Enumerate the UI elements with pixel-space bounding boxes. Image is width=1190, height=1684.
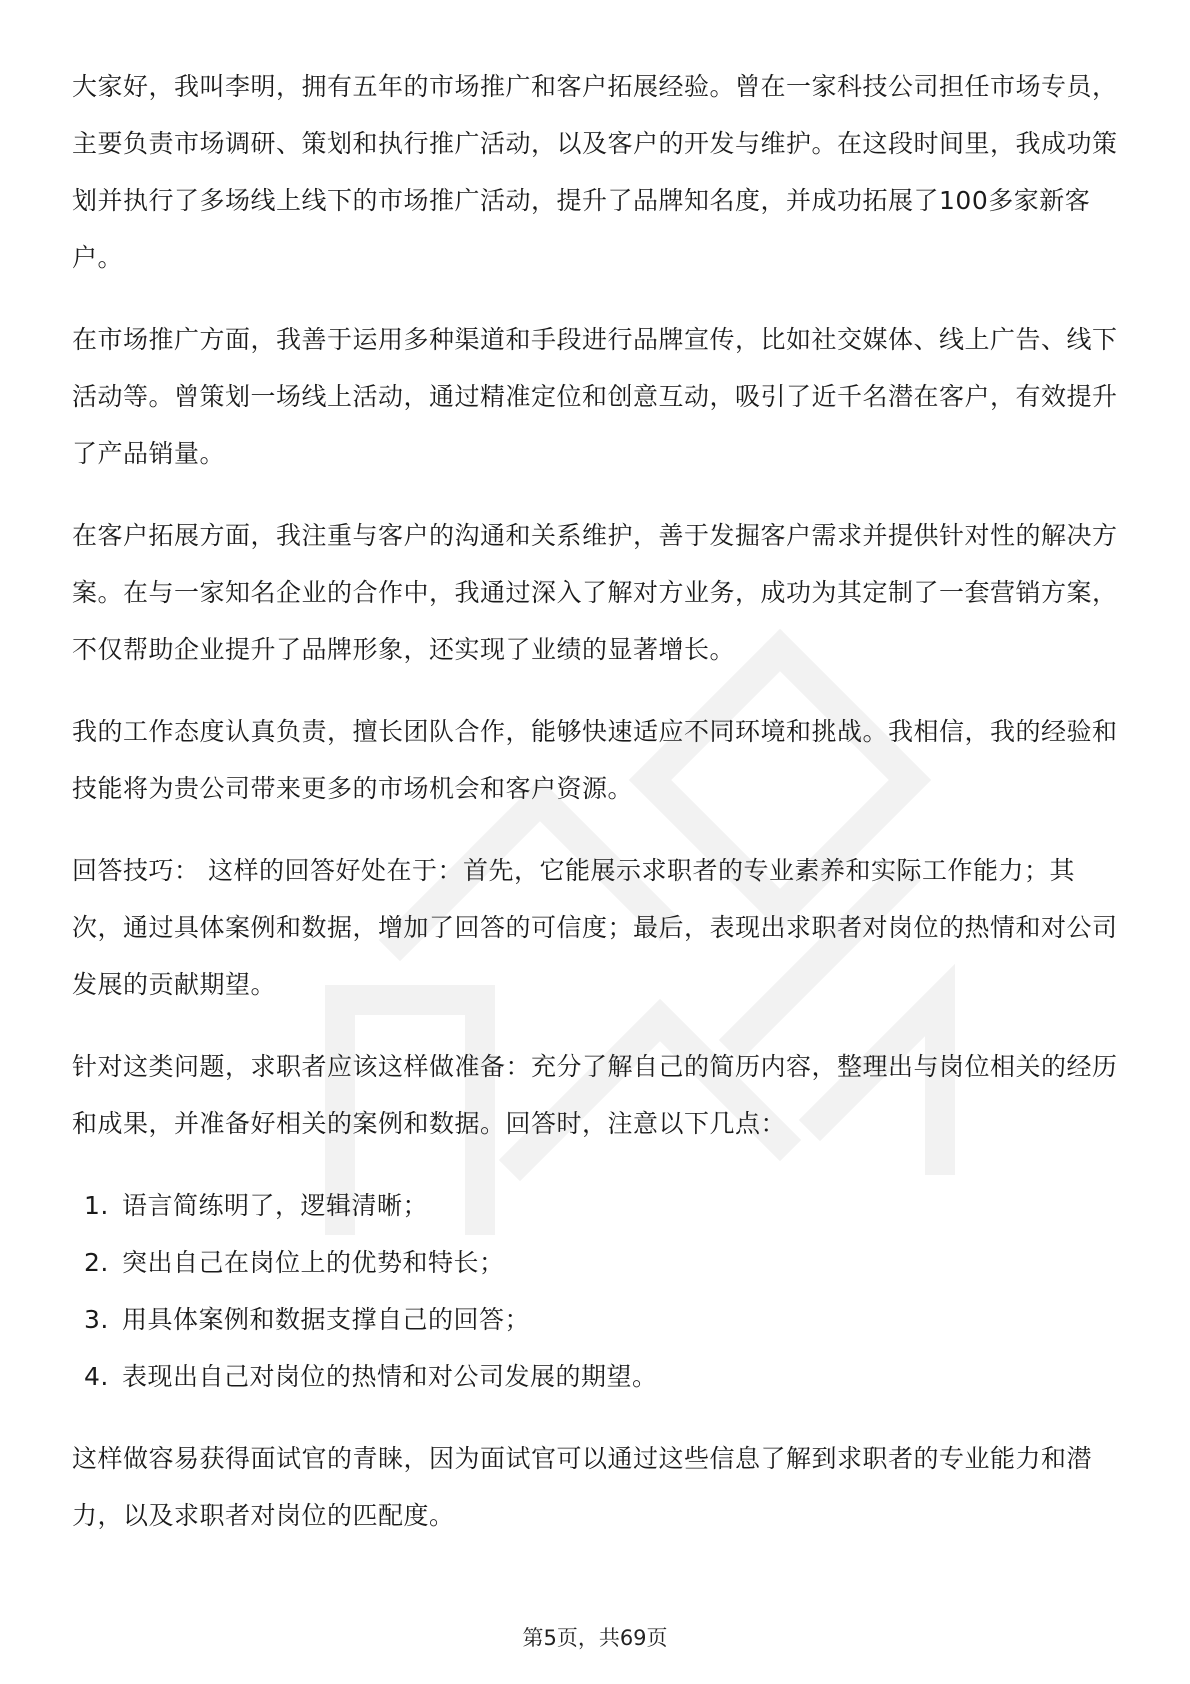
list-item-number: 3. bbox=[84, 1305, 109, 1334]
list-item-text: 语言简练明了，逻辑清晰； bbox=[122, 1191, 429, 1220]
paragraph-work-attitude: 我的工作态度认真负责，擅长团队合作，能够快速适应不同环境和挑战。我相信，我的经验和技能将为贵公司带来更多的市场机会和客户资源。 bbox=[72, 717, 1118, 803]
list-item-number: 2. bbox=[84, 1248, 109, 1277]
page-number-footer: 第5页，共69页 bbox=[522, 1626, 668, 1650]
list-item bbox=[72, 1291, 1118, 1348]
paragraph-conclusion: 这样做容易获得面试官的青睐，因为面试官可以通过这些信息了解到求职者的专业能力和潜力，以及求职者对岗位的匹配度。 bbox=[72, 1444, 1093, 1530]
paragraph-client-expansion: 在客户拓展方面，我注重与客户的沟通和关系维护，善于发掘客户需求并提供针对性的解决方案。在与一家知名企业的合作中，我通过深入了解对方业务，成功为其定制了一套营销方案，不仅帮助企业提升了品牌形象，还实现了业绩的显著增长。 bbox=[72, 521, 1118, 664]
list-item bbox=[72, 1177, 1118, 1234]
paragraph-preparation: 针对这类问题，求职者应该这样做准备：充分了解自己的简历内容，整理出与岗位相关的经历和成果，并准备好相关的案例和数据。回答时，注意以下几点： bbox=[72, 1052, 1118, 1138]
paragraph-intro: 大家好，我叫李明，拥有五年的市场推广和客户拓展经验。曾在一家科技公司担任市场专员，主要负责市场调研、策划和执行推广活动，以及客户的开发与维护。在这段时间里，我成功策划并执行了多场线上线下的市场推广活动，提升了品牌知名度，并成功拓展了100多家新客户。 bbox=[72, 72, 1118, 272]
list-item bbox=[72, 1348, 1118, 1405]
list-item-text: 突出自己在岗位上的优势和特长； bbox=[122, 1248, 505, 1277]
list-item-number: 4. bbox=[84, 1362, 109, 1391]
list-item-number: 1. bbox=[84, 1191, 109, 1220]
list-item bbox=[72, 1234, 1118, 1291]
paragraph-answer-tips: 回答技巧： 这样的回答好处在于：首先，它能展示求职者的专业素养和实际工作能力；其次，通过具体案例和数据，增加了回答的可信度；最后，表现出求职者对岗位的热情和对公司发展的贡献期望。 bbox=[72, 856, 1118, 999]
tips-list bbox=[72, 1177, 1118, 1405]
list-item-text: 表现出自己对岗位的热情和对公司发展的期望。 bbox=[122, 1362, 658, 1391]
list-item-text: 用具体案例和数据支撑自己的回答； bbox=[122, 1305, 531, 1334]
document-body bbox=[72, 58, 1118, 1569]
paragraph-marketing: 在市场推广方面，我善于运用多种渠道和手段进行品牌宣传，比如社交媒体、线上广告、线下活动等。曾策划一场线上活动，通过精准定位和创意互动，吸引了近千名潜在客户，有效提升了产品销量。 bbox=[72, 325, 1118, 468]
